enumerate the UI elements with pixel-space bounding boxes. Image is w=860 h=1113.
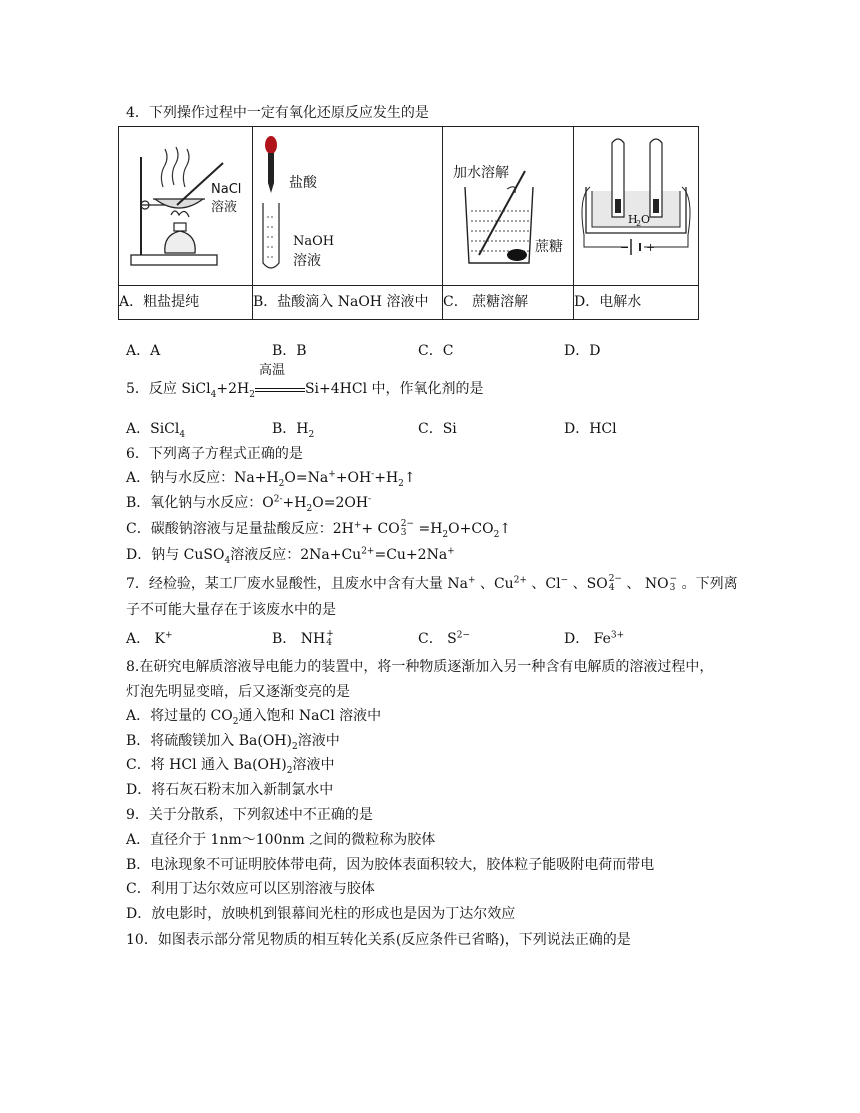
q7-stem-line1: 7．经检验，某工厂废水显酸性，且废水中含有大量 Na+ 、$Cu^{2+}$ 、Cl− 、SO 2− 4 、 NO − 3 。下列离	[126, 574, 738, 593]
q4-stem: 4．下列操作过程中一定有氧化还原反应发生的是	[126, 105, 429, 121]
water-electrolysis-figure	[574, 127, 698, 281]
q8-stem-line1: 8.在研究电解质溶液导电能力的装置中，将一种物质逐渐加入另一种含有电解质的溶液过程中，	[126, 659, 714, 675]
q8-stem-line2: 灯泡先明显变暗，后又逐渐变亮的是	[126, 684, 350, 700]
caption-c: C． 蔗糖溶解	[443, 286, 574, 320]
fig-d-plus: +	[646, 241, 656, 254]
q6-option-b: B．氧化钠与水反应：$O^{2-}+H_2O=2OH^-$	[126, 494, 372, 514]
q10-stem: 10．如图表示部分常见物质的相互转化关系(反应条件已省略)，下列说法正确的是	[126, 932, 631, 948]
q5-option-a: A．SiCl$_4$	[126, 421, 186, 440]
figure-c-cell	[443, 127, 574, 286]
q8-option-b: B．将硫酸镁加入 $Ba(OH)_2$溶液中	[126, 733, 340, 752]
q7-option-b: B． NH + 4	[272, 629, 334, 648]
q5-option-b: B．$H_2$	[272, 421, 315, 440]
caption-d: D．电解水	[574, 286, 699, 320]
fig-d-label-h: H	[628, 213, 638, 226]
q7-option-a: A． K+	[126, 630, 173, 647]
q6-stem: 6．下列离子方程式正确的是	[126, 446, 303, 462]
caption-a: A．粗盐提纯	[119, 286, 253, 320]
fig-b-label-hcl: 盐酸	[289, 175, 317, 191]
q9-option-c: C．利用丁达尔效应可以区别溶液与胶体	[126, 881, 375, 897]
q4-option-a: A．A	[126, 343, 161, 359]
q9-stem: 9．关于分散系，下列叙述中不正确的是	[126, 807, 373, 823]
q8-option-d: D．将石灰石粉末加入新制氯水中	[126, 782, 334, 798]
acid-into-base-figure	[253, 127, 442, 281]
fig-d-label-2: 2	[636, 219, 642, 228]
q9-option-b: B．电泳现象不可证明胶体带电荷，因为胶体表面积较大，胶体粒子能吸附电荷而带电	[126, 857, 655, 873]
figure-d-cell	[574, 127, 699, 286]
q5-option-c: C．Si	[418, 421, 457, 437]
q7-option-c: C． $S^{2-}$	[418, 630, 471, 647]
q5-option-d: D．HCl	[564, 421, 617, 437]
q8-option-a: A．将过量的 $CO_2$通入饱和 NaCl 溶液中	[126, 708, 382, 727]
fig-b-label-solution: 溶液	[293, 253, 321, 269]
fig-d-minus: −	[620, 241, 630, 254]
fig-a-label-solution: 溶液	[211, 200, 238, 215]
sugar-dissolving-figure	[443, 127, 573, 281]
q7-stem-line2: 子不可能大量存在于该废水中的是	[126, 602, 336, 618]
q6-option-a: A．钠与水反应：$Na+H_2O=Na^++OH^-+H_2↑$	[126, 469, 416, 489]
fig-a-label-nacl: NaCl	[211, 182, 242, 197]
figure-a-cell	[119, 127, 253, 286]
q4-option-d: D．D	[564, 343, 601, 359]
fig-b-label-naoh: NaOH	[293, 234, 335, 249]
q5-stem: 5．反应 $SiCl_4+2H_2$ 高温 Si+4HCl 中，作氧化剂的是	[126, 363, 484, 400]
q4-apparatus-table	[118, 126, 699, 320]
q6-option-c: C．碳酸钠溶液与足量盐酸反应：2H++ CO 2− 3 $=H_2O+CO_2↑$	[126, 519, 512, 540]
q4-option-b: B．B	[272, 343, 307, 359]
q9-option-d: D．放电影时，放映机到银幕间光柱的形成也是因为丁达尔效应	[126, 906, 516, 922]
q9-option-a: A．直径介于 1nm～100nm 之间的微粒称为胶体	[126, 832, 436, 848]
caption-b: B．盐酸滴入 NaOH 溶液中	[253, 286, 443, 320]
fig-c-label-sugar: 蔗糖	[535, 239, 563, 255]
fig-c-label-add-water: 加水溶解	[453, 165, 509, 181]
figure-b-cell	[253, 127, 443, 286]
q4-option-c: C．C	[418, 343, 454, 359]
q6-option-d: D．钠与 CuSO$_4$溶液反应：$2Na+Cu^{2+}=Cu+2Na^+$	[126, 546, 455, 566]
q7-option-d: D． $Fe^{3+}$	[564, 630, 625, 647]
fig-d-label-o: O	[641, 213, 651, 226]
q8-option-c: C．将 HCl 通入 $Ba(OH)_2$溶液中	[126, 757, 335, 776]
reaction-condition: 高温	[255, 380, 305, 398]
crude-salt-purification-figure	[119, 127, 252, 281]
